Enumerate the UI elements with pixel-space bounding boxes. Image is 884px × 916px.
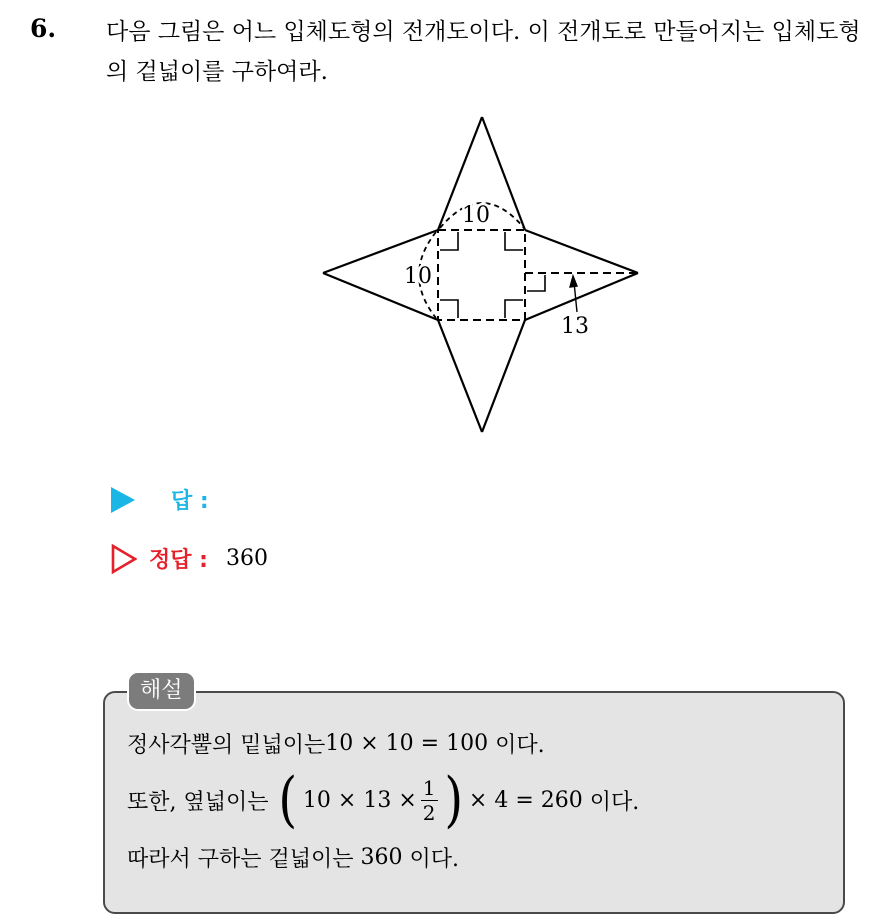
sol3-value: 360 [360,845,403,870]
sol1-expr: 10 × 10 = 100 [325,731,489,756]
right-angle-marks [440,232,545,318]
solution-line-1 [127,728,545,759]
sol3-prefix: 따라서 구하는 겉넓이는 [127,847,361,872]
sol2-suffix: 이다. [582,789,640,815]
sol2-prefix: 또한, 옆넓이는 [127,789,276,815]
correct-answer-label: 정답 : [149,548,208,573]
net-outline [323,117,638,432]
sol2-fraction [421,776,438,825]
sol1-prefix: 정사각뿔의 밑넓이는 [127,733,326,758]
base-square [438,230,525,320]
correct-answer-value: 360 [225,546,268,571]
play-icon [111,487,135,513]
label-top-edge: 10 [462,203,490,228]
solution-line-2 [127,765,640,835]
solution-tag: 해설 [127,671,196,711]
question-text: 다음 그림은 어느 입체도형의 전개도이다. 이 전개도로 만들어지는 입체도형의 겉넓이를 구하여라. [106,19,861,85]
sol2-inner: 10 × 13 × [302,787,417,813]
fraction-numerator: 1 [422,775,436,800]
answer-label: 답 : [171,489,209,514]
sol2-close-paren: ) [443,765,463,835]
sol2-tail: × 4 = 260 [468,787,583,813]
sol2-open-paren: ( [277,765,297,835]
answer-row [111,484,209,515]
sol1-suffix: 이다. [488,733,545,758]
slant-arrow [570,276,577,312]
correct-answer-row [111,543,268,574]
question-number: 6. [30,14,57,43]
play-outline-icon [111,544,137,574]
label-left-edge: 10 [404,264,432,289]
fraction-denominator: 2 [422,800,436,825]
solution-line-3 [127,842,459,873]
sol3-suffix: 이다. [402,847,460,872]
label-slant-height: 13 [561,314,589,339]
